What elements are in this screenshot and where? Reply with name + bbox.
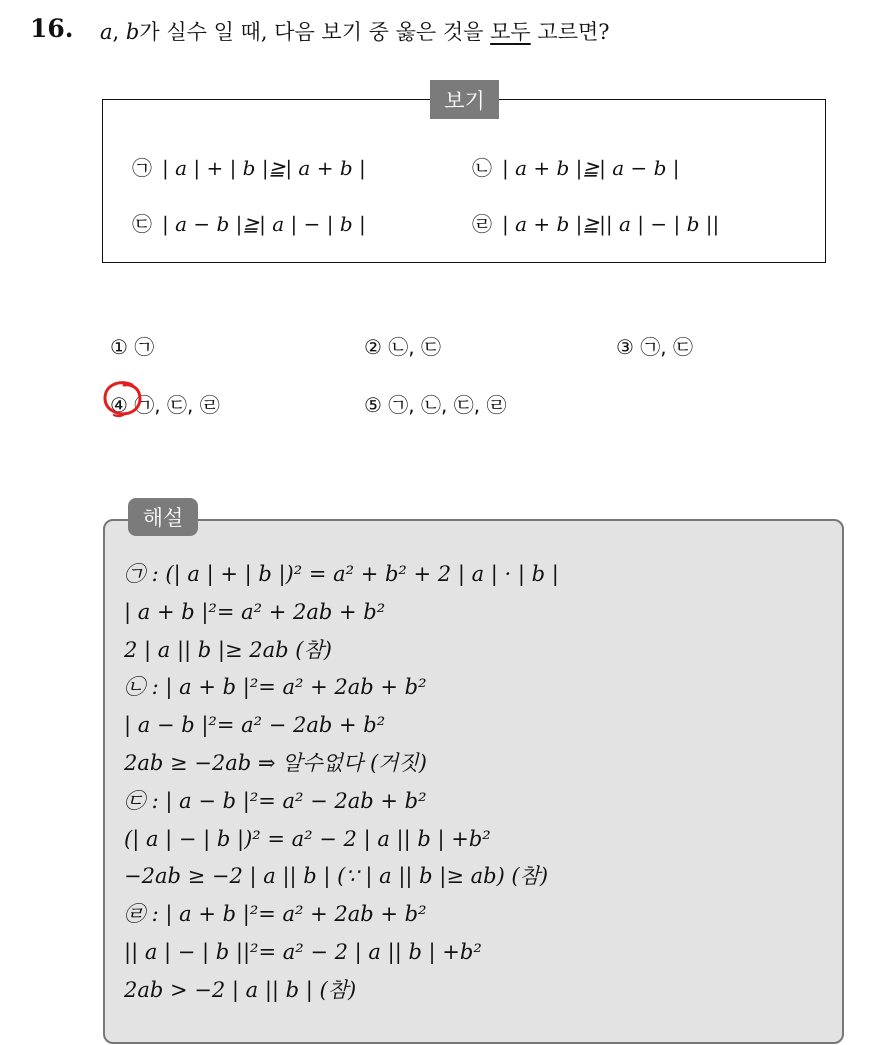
solution-line: ㉣ : | a + b |²= a² + 2ab + b² — [124, 902, 427, 927]
bogi-item-2 — [472, 152, 680, 181]
choice-value: ㉠, ㉢, ㉣ — [134, 393, 220, 417]
choice-value: ㉡, ㉢ — [388, 335, 442, 359]
solution-line: −2ab ≥ −2 | a || b | (∵ | a || b |≥ ab) (참) — [124, 864, 549, 889]
comma: , — [112, 20, 120, 44]
choice-value: ㉠, ㉡, ㉢, ㉣ — [388, 393, 507, 417]
choice-1[interactable] — [110, 331, 154, 360]
solution-line: 2 | a || b |≥ 2ab (참) — [124, 637, 332, 662]
choice-value: ㉠ — [134, 335, 155, 359]
question-text-1: 가 실수 일 때, 다음 보기 중 옳은 것을 — [139, 20, 484, 44]
choice-5[interactable] — [364, 389, 506, 418]
bogi-item-4 — [472, 208, 719, 237]
solution-line: (| a | − | b |)² = a² − 2 | a || b | +b² — [124, 826, 491, 851]
answer-circle-mark — [102, 380, 144, 418]
var-b: b — [125, 20, 140, 44]
question-text-2: 고르면? — [537, 20, 610, 44]
bogi-expr: | a − b |≧| a | − | b | — [162, 212, 366, 236]
bogi-marker: ㉣ — [472, 212, 492, 236]
bogi-item-1 — [132, 152, 366, 181]
bogi-title: 보기 — [430, 80, 499, 119]
solution-line: || a | − | b ||²= a² − 2 | a || b | +b² — [124, 939, 482, 964]
bogi-expr: | a | + | b |≧| a + b | — [162, 156, 366, 180]
question-text — [100, 16, 610, 46]
choice-2[interactable] — [364, 331, 441, 360]
bogi-expr: | a + b |≧|| a | − | b || — [502, 212, 720, 236]
solution-line: | a + b |²= a² + 2ab + b² — [124, 599, 386, 624]
var-a: a — [100, 20, 113, 44]
bogi-item-3 — [132, 208, 366, 237]
choice-label: ④ — [110, 393, 128, 417]
bogi-box — [102, 99, 826, 263]
bogi-marker: ㉡ — [472, 156, 492, 180]
solution-line: 2ab ≥ −2ab ⇒ 알수없다 (거짓) — [124, 750, 427, 775]
bogi-expr: | a + b |≧| a − b | — [502, 156, 680, 180]
bogi-marker: ㉠ — [132, 156, 152, 180]
solution-line: | a − b |²= a² − 2ab + b² — [124, 713, 386, 738]
solution-line: ㉢ : | a − b |²= a² − 2ab + b² — [124, 788, 427, 813]
solution-lines — [124, 556, 559, 1010]
choice-3[interactable] — [616, 331, 693, 360]
solution-line: ㉠ : (| a | + | b |)² = a² + b² + 2 | a | · | b | — [124, 562, 559, 586]
solution-line: 2ab > −2 | a || b | (참) — [124, 977, 357, 1002]
underlined-word: 모두 — [490, 20, 531, 44]
choice-label: ③ — [616, 335, 634, 359]
solution-title: 해설 — [128, 498, 198, 536]
choice-label: ⑤ — [364, 393, 382, 417]
solution-line: ㉡ : | a + b |²= a² + 2ab + b² — [124, 675, 427, 700]
question-number: 16. — [30, 14, 74, 43]
choice-label: ② — [364, 335, 382, 359]
bogi-marker: ㉢ — [132, 212, 152, 236]
choice-value: ㉠, ㉢ — [640, 335, 694, 359]
choice-label: ① — [110, 335, 128, 359]
